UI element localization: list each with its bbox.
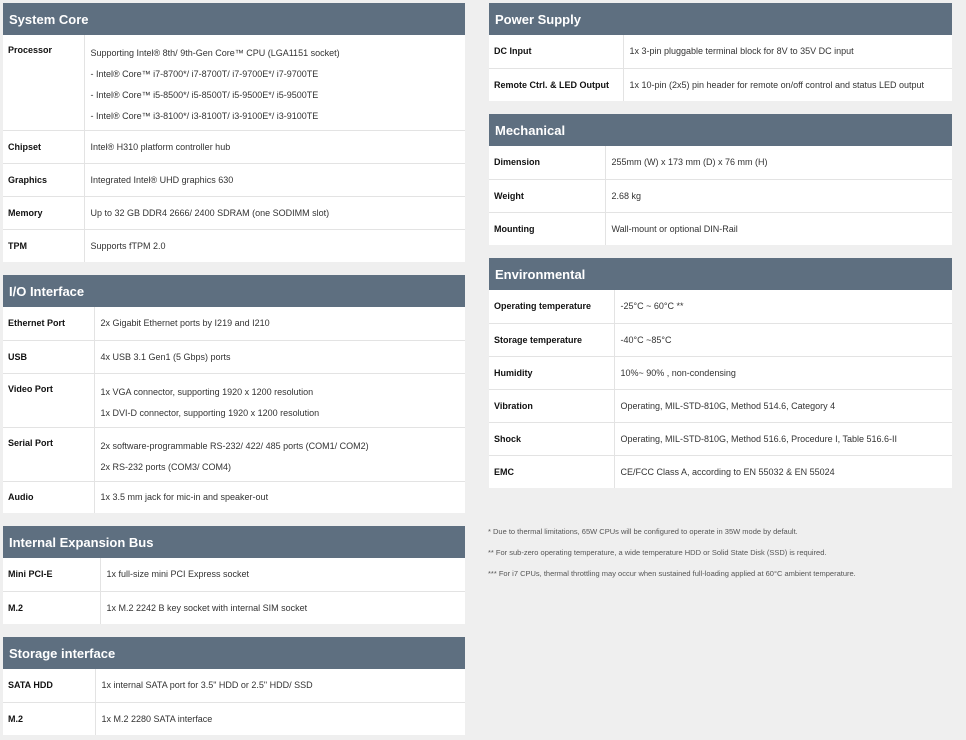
spec-row: [489, 179, 952, 212]
footnote: ** For sub-zero operating temperature, a wide temperature HDD or Solid State Disk (SSD) is required.: [488, 548, 827, 557]
spec-label: Remote Ctrl. & LED Output: [489, 68, 623, 101]
spec-table: [3, 669, 465, 735]
spec-row: [489, 323, 952, 356]
right-column: [489, 3, 952, 488]
section-title: Environmental: [489, 258, 952, 290]
spec-value-line: 1x VGA connector, supporting 1920 x 1200 resolution: [100, 386, 314, 397]
spec-value-line: - Intel® Core™ i7-8700*/ i7-8700T/ i7-9700E*/ i7-9700TE: [90, 68, 319, 79]
io-interface-section: [3, 275, 465, 513]
spec-table: [489, 146, 952, 245]
spec-row: [3, 427, 465, 481]
spec-value: 1x 3.5 mm jack for mic-in and speaker-out: [100, 492, 269, 503]
spec-value: 2x Gigabit Ethernet ports by I219 and I210: [94, 307, 465, 340]
spec-label: Mini PCI-E: [3, 558, 100, 591]
spec-row: [489, 455, 952, 488]
spec-label: EMC: [489, 455, 614, 488]
spec-value-line: 2x RS-232 ports (COM3/ COM4): [100, 461, 232, 472]
spec-value: -40°C ~85°C: [614, 323, 952, 356]
spec-table: [489, 35, 952, 101]
spec-label: Graphics: [3, 163, 84, 196]
spec-row: [3, 481, 465, 513]
spec-row: [3, 130, 465, 163]
section-title: System Core: [3, 3, 465, 35]
spec-value-line: 2x software-programmable RS-232/ 422/ 485 ports (COM1/ COM2): [100, 440, 369, 451]
power-supply-section: [489, 3, 952, 101]
spec-row: [3, 307, 465, 340]
section-title: I/O Interface: [3, 275, 465, 307]
spec-table: [489, 290, 952, 488]
spec-row: [3, 669, 465, 702]
spec-value: 4x USB 3.1 Gen1 (5 Gbps) ports: [94, 340, 465, 373]
spec-value: [94, 427, 465, 481]
footnote: * Due to thermal limitations, 65W CPUs will be configured to operate in 35W mode by default.: [488, 527, 798, 536]
section-title: Internal Expansion Bus: [3, 526, 465, 558]
spec-label: DC Input: [489, 35, 623, 68]
spec-label: Storage temperature: [489, 323, 614, 356]
environmental-section: [489, 258, 952, 488]
spec-value: [84, 35, 465, 130]
spec-label: Dimension: [489, 146, 605, 179]
spec-value: -25°C ~ 60°C **: [614, 290, 952, 323]
footnotes: [488, 526, 958, 589]
spec-label: M.2: [3, 591, 100, 624]
left-column: [3, 3, 465, 735]
spec-label: M.2: [3, 702, 95, 735]
spec-value: 1x M.2 2280 SATA interface: [101, 713, 213, 724]
spec-row: [489, 422, 952, 455]
system-core-section: [3, 3, 465, 262]
spec-value: Operating, MIL-STD-810G, Method 516.6, Procedure I, Table 516.6-II: [614, 422, 952, 455]
spec-label: Weight: [489, 179, 605, 212]
spec-value: Supports fTPM 2.0: [90, 240, 166, 251]
spec-label: Humidity: [489, 356, 614, 389]
spec-value: 1x full-size mini PCI Express socket: [100, 558, 465, 591]
spec-label: Processor: [3, 35, 84, 130]
spec-value: 10%~ 90% , non-condensing: [614, 356, 952, 389]
spec-value-line: - Intel® Core™ i5-8500*/ i5-8500T/ i5-9500E*/ i5-9500TE: [90, 89, 319, 100]
spec-value-line: - Intel® Core™ i3-8100*/ i3-8100T/ i3-9100E*/ i3-9100TE: [90, 110, 319, 121]
spec-value: 1x 3-pin pluggable terminal block for 8V to 35V DC input: [623, 35, 952, 68]
spec-value: 255mm (W) x 173 mm (D) x 76 mm (H): [605, 146, 952, 179]
spec-row: [3, 35, 465, 130]
spec-row: [3, 196, 465, 229]
spec-value: CE/FCC Class A, according to EN 55032 & EN 55024: [620, 466, 835, 477]
spec-value: Operating, MIL-STD-810G, Method 514.6, Category 4: [614, 389, 952, 422]
spec-value: 1x 10-pin (2x5) pin header for remote on/off control and status LED output: [629, 79, 925, 90]
spec-row: [489, 146, 952, 179]
spec-row: [489, 35, 952, 68]
spec-row: [489, 68, 952, 101]
spec-label: Audio: [3, 481, 94, 513]
spec-row: [489, 356, 952, 389]
spec-table: [3, 558, 465, 624]
spec-label: TPM: [3, 229, 84, 262]
spec-row: [3, 340, 465, 373]
storage-interface-section: [3, 637, 465, 735]
spec-table: [3, 35, 465, 262]
spec-row: [3, 373, 465, 427]
spec-value-line: 1x DVI-D connector, supporting 1920 x 1200 resolution: [100, 407, 320, 418]
spec-label: USB: [3, 340, 94, 373]
spec-value: Intel® H310 platform controller hub: [84, 130, 465, 163]
spec-value: [94, 373, 465, 427]
spec-label: Ethernet Port: [3, 307, 94, 340]
spec-row: [489, 290, 952, 323]
spec-row: [3, 591, 465, 624]
section-title: Storage interface: [3, 637, 465, 669]
mechanical-section: [489, 114, 952, 245]
spec-label: Operating temperature: [489, 290, 614, 323]
spec-row: [3, 163, 465, 196]
spec-label: Memory: [3, 196, 84, 229]
spec-row: [3, 558, 465, 591]
spec-row: [3, 229, 465, 262]
section-title: Power Supply: [489, 3, 952, 35]
spec-row: [489, 212, 952, 245]
spec-value: Integrated Intel® UHD graphics 630: [84, 163, 465, 196]
spec-row: [3, 702, 465, 735]
footnote: *** For i7 CPUs, thermal throttling may occur when sustained full-loading applied at 60°C ambient temperature.: [488, 569, 856, 578]
spec-value: 1x M.2 2242 B key socket with internal SIM socket: [106, 602, 308, 613]
section-title: Mechanical: [489, 114, 952, 146]
internal-expansion-bus-section: [3, 526, 465, 624]
spec-label: Video Port: [3, 373, 94, 427]
spec-value: Up to 32 GB DDR4 2666/ 2400 SDRAM (one SODIMM slot): [84, 196, 465, 229]
spec-value: 2.68 kg: [605, 179, 952, 212]
spec-value: Wall-mount or optional DIN-Rail: [611, 223, 738, 234]
spec-table: [3, 307, 465, 513]
spec-label: Serial Port: [3, 427, 94, 481]
spec-label: Vibration: [489, 389, 614, 422]
spec-label: Mounting: [489, 212, 605, 245]
spec-value-line: Supporting Intel® 8th/ 9th-Gen Core™ CPU (LGA1151 socket): [90, 47, 340, 58]
spec-row: [489, 389, 952, 422]
spec-label: Shock: [489, 422, 614, 455]
spec-value: 1x internal SATA port for 3.5" HDD or 2.5" HDD/ SSD: [95, 669, 465, 702]
spec-label: SATA HDD: [3, 669, 95, 702]
spec-label: Chipset: [3, 130, 84, 163]
